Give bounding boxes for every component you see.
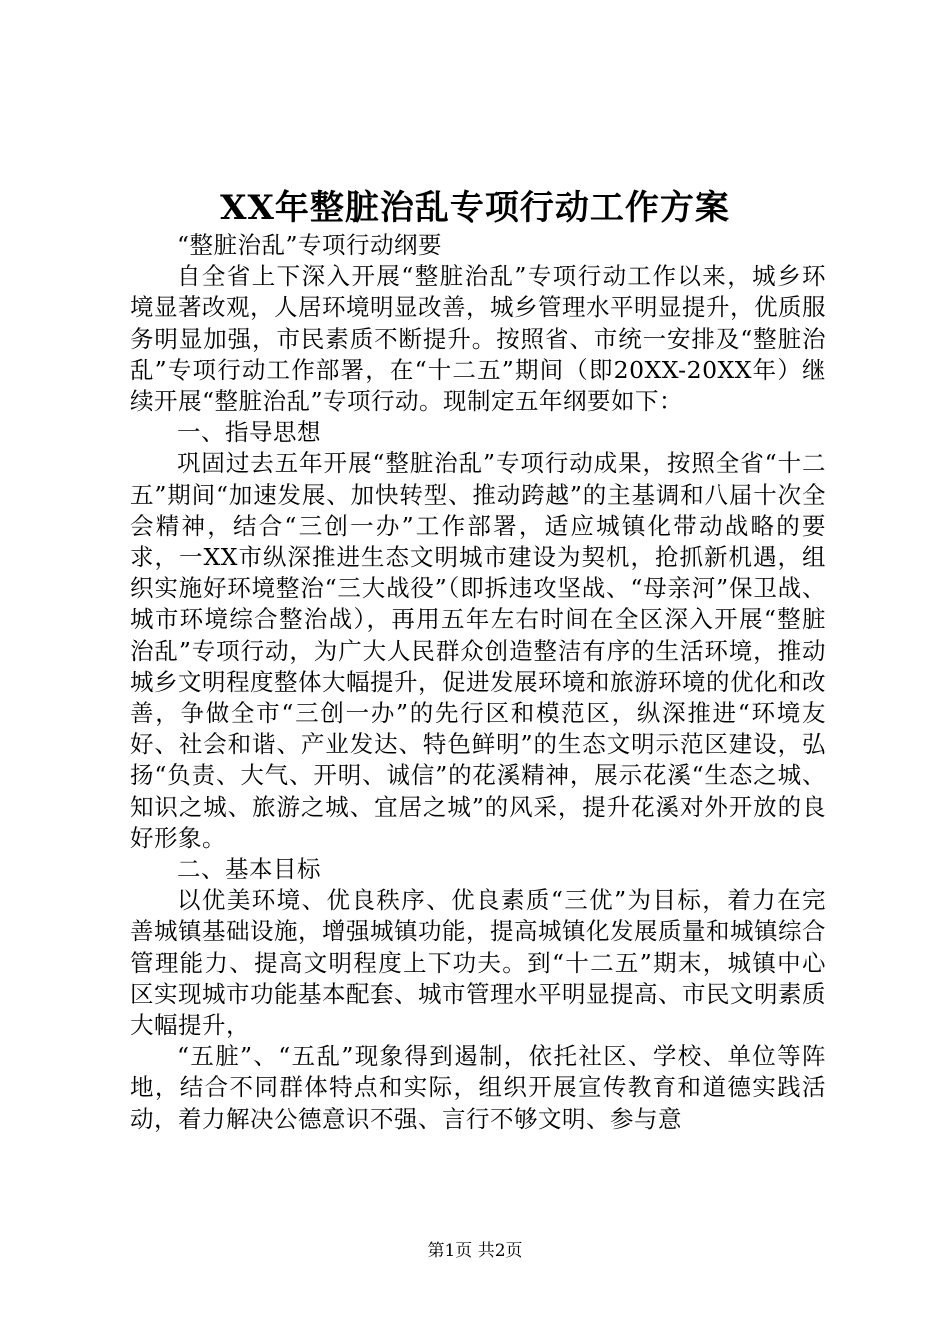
intro-paragraph: 自全省上下深入开展“整脏治乱”专项行动工作以来，城乡环境显著改观，人居环境明显改善，城乡管理水平明显提升，优质服务明显加强，市民素质不断提升。按照省、市统一安排及“整脏治乱”专项行动工作部署，在“十二五”期间（即20XX-20XX年）继续开展“整脏治乱”专项行动。现制定五年纲要如下： [130, 262, 826, 416]
guiding-ideology-paragraph: 巩固过去五年开展“整脏治乱”专项行动成果，按照全省“十二五”期间“加速发展、加快转型、推动跨越”的主基调和八届十次全会精神，结合“三创一办”工作部署，适应城镇化带动战略的要求，一XX市纵深推进生态文明城市建设为契机，抢抓新机遇，组织实施好环境整治“三大战役”（即拆违攻坚战、“母亲河”保卫战、城市环境综合整治战），再用五年左右时间在全区深入开展“整脏治乱”专项行动，为广大人民群众创造整洁有序的生活环境，推动城乡文明程度整体大幅提升，促进发展环境和旅游环境的优化和改善，争做全市“三创一办”的先行区和模范区，纵深推进“环境友好、社会和谐、产业发达、特色鲜明”的生态文明示范区建设，弘扬“负责、大气、开明、诚信”的花溪精神，展示花溪“生态之城、知识之城、旅游之城、宜居之城”的风采，提升花溪对外开放的良好形象。 [130, 449, 826, 852]
basic-goals-paragraph: 以优美环境、优良秩序、优良素质“三优”为目标，着力在完善城镇基础设施，增强城镇功能，提高城镇化发展质量和城镇综合管理能力、提高文明程度上下功夫。到“十二五”期末，城镇中心区实现城市功能基本配套、城市管理水平明显提高、市民文明素质大幅提升， [130, 886, 826, 1040]
document-title: XX年整脏治乱专项行动工作方案 [220, 188, 730, 228]
section-heading-basic-goals: 二、基本目标 [177, 855, 321, 884]
five-dirty-paragraph: “五脏”、“五乱”现象得到遏制，依托社区、学校、单位等阵地，结合不同群体特点和实际，组织开展宣传教育和道德实践活动，着力解决公德意识不强、言行不够文明、参与意 [130, 1042, 826, 1133]
document-body [130, 230, 826, 1135]
page-footer: 第1页 共2页 [427, 1241, 523, 1261]
section-heading-guiding-ideology: 一、指导思想 [177, 418, 321, 447]
outline-heading: “整脏治乱”专项行动纲要 [177, 231, 443, 259]
